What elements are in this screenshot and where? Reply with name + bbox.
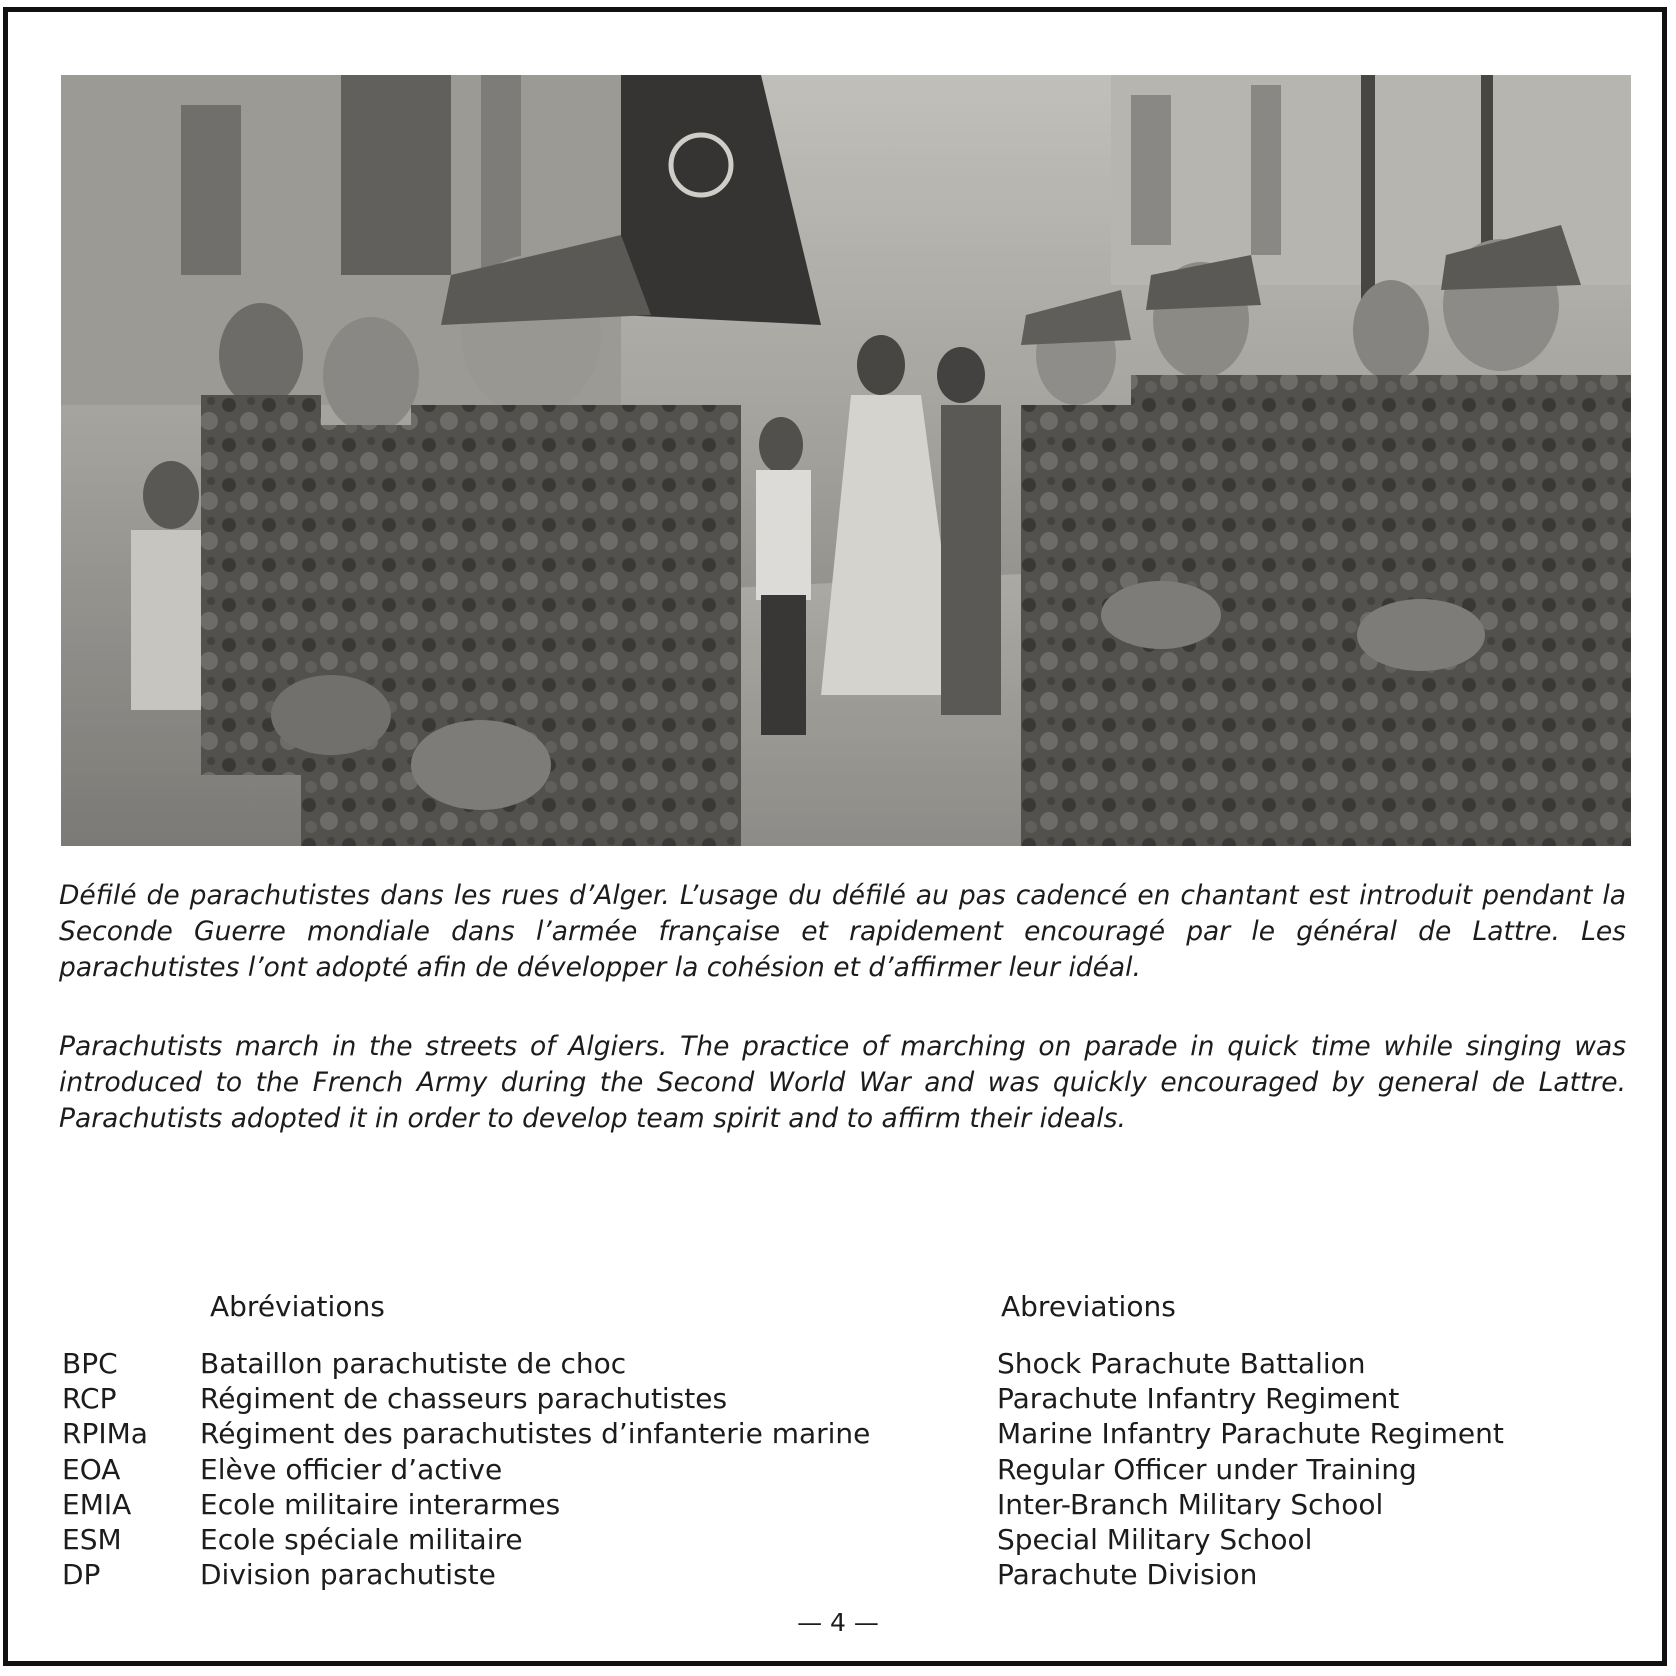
parade-photo bbox=[61, 75, 1631, 846]
abbreviation-row bbox=[62, 1522, 1562, 1557]
abbreviation-row bbox=[62, 1557, 1562, 1592]
abbreviation-french: Ecole spéciale militaire bbox=[200, 1522, 523, 1556]
caption-english: Parachutists march in the streets of Algiers. The practice of marching on parade in quick time while singing was introduced to the French Army during the Second World War and was quickly encouraged by general de Lattre. Parachutists adopted it in order to develop team spirit and to affirm their ideals. bbox=[59, 1031, 1626, 1134]
abbreviation-english: Marine Infantry Parachute Regiment bbox=[997, 1417, 1504, 1451]
abbreviation-code: EMIA bbox=[62, 1487, 132, 1521]
abbreviations-list bbox=[62, 1346, 1562, 1592]
abbreviation-code: DP bbox=[62, 1558, 101, 1592]
page-number: — 4 — bbox=[797, 1608, 879, 1637]
abbreviations-heading-english: Abreviations bbox=[1001, 1290, 1176, 1323]
abbreviation-english: Special Military School bbox=[997, 1522, 1313, 1556]
abbreviation-code: EOA bbox=[62, 1452, 121, 1486]
abbreviation-code: RPIMa bbox=[62, 1417, 148, 1451]
abbreviation-row bbox=[62, 1381, 1562, 1416]
abbreviation-row bbox=[62, 1346, 1562, 1381]
abbreviation-english: Regular Officer under Training bbox=[997, 1452, 1417, 1486]
abbreviation-row bbox=[62, 1416, 1562, 1451]
abbreviation-french: Division parachutiste bbox=[200, 1558, 496, 1592]
abbreviation-french: Régiment de chasseurs parachutistes bbox=[200, 1382, 728, 1416]
abbreviation-english: Inter-Branch Military School bbox=[997, 1487, 1384, 1521]
caption-french: Défilé de parachutistes dans les rues d’Alger. L’usage du défilé au pas cadencé en chantant est introduit pendant la Seconde Guerre mondiale dans l’armée française et rapidement encouragé par le général de Lattre. Les parachutistes l’ont adopté afin de développer la cohésion et d’affirmer leur idéal. bbox=[59, 880, 1626, 983]
abbreviation-code: BPC bbox=[62, 1347, 118, 1380]
abbreviation-english: Shock Parachute Battalion bbox=[997, 1347, 1366, 1380]
photo-image bbox=[61, 75, 1631, 846]
abbreviation-french: Ecole militaire interarmes bbox=[200, 1487, 561, 1521]
abbreviation-english: Parachute Division bbox=[997, 1558, 1258, 1592]
abbreviation-french: Régiment des parachutistes d’infanterie marine bbox=[200, 1417, 871, 1451]
abbreviation-french: Bataillon parachutiste de choc bbox=[200, 1347, 627, 1380]
abbreviation-english: Parachute Infantry Regiment bbox=[997, 1382, 1400, 1416]
abbreviation-code: ESM bbox=[62, 1522, 122, 1556]
abbreviation-row bbox=[62, 1452, 1562, 1487]
abbreviation-french: Elève officier d’active bbox=[200, 1452, 503, 1486]
abbreviation-row bbox=[62, 1487, 1562, 1522]
abbreviations-heading-french: Abréviations bbox=[210, 1290, 385, 1323]
abbreviation-code: RCP bbox=[62, 1382, 117, 1416]
